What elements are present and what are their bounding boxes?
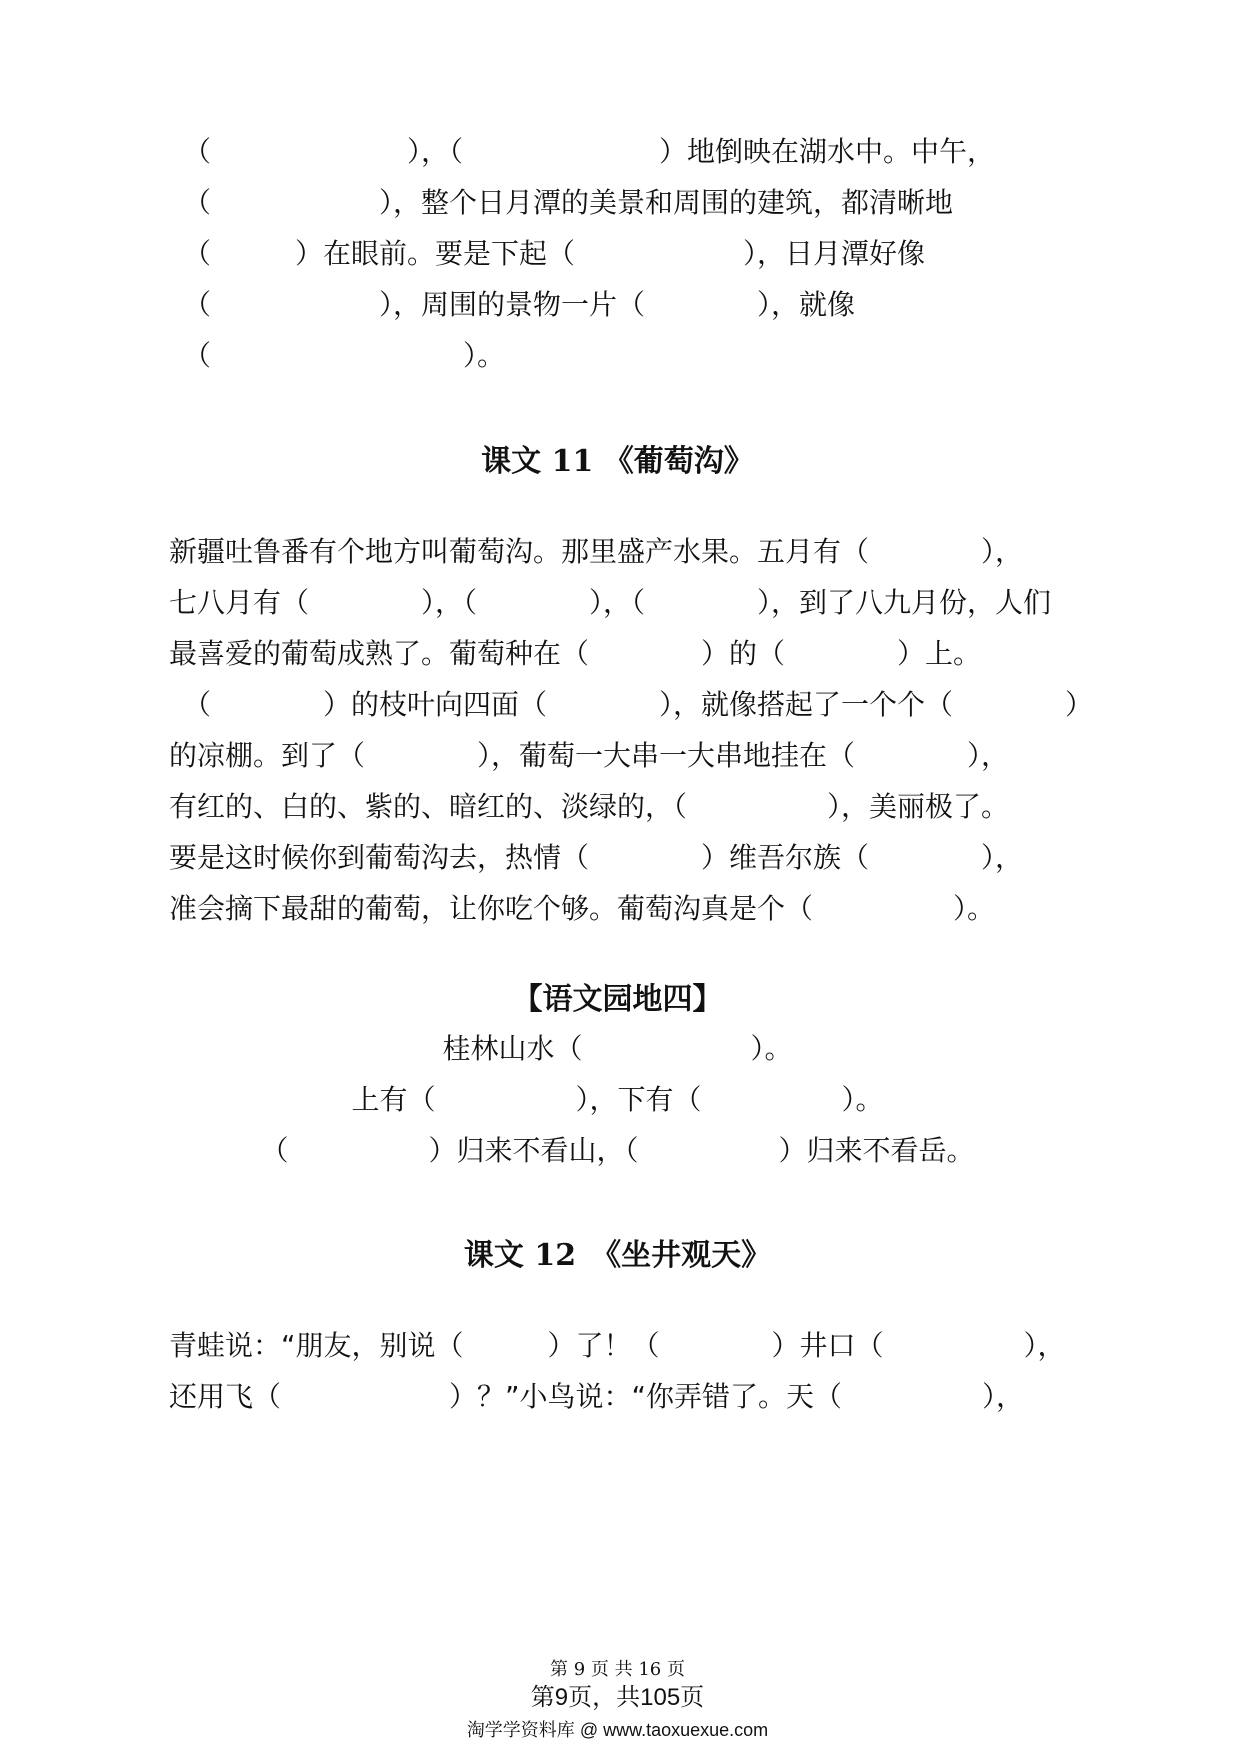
text-line: 新疆吐鲁番有个地方叫葡萄沟。那里盛产水果。五月有（ ）， xyxy=(169,535,1024,568)
text-line: （ ），整个日月潭的美景和周围的建筑，都清晰地 xyxy=(183,186,954,219)
poem-line: （ ）归来不看山，（ ）归来不看岳。 xyxy=(260,1134,975,1167)
text-line: （ ）在眼前。要是下起（ ），日月潭好像 xyxy=(183,237,926,270)
text-line: 七八月有（ ），（ ），（ ），到了八九月份，人们 xyxy=(169,586,1052,619)
text-line: （ ）。 xyxy=(183,339,506,372)
text-line: 有红的、白的、紫的、暗红的、淡绿的，（ ），美丽极了。 xyxy=(169,790,1010,823)
poem-line: 上有（ ），下有（ ）。 xyxy=(351,1083,884,1116)
text-line: 最喜爱的葡萄成熟了。葡萄种在（ ）的（ ）上。 xyxy=(169,637,982,670)
poem-line: 桂林山水（ ）。 xyxy=(442,1032,793,1065)
text-line: （ ），（ ）地倒映在湖水中。中午， xyxy=(183,135,996,168)
page-number: 第 9 页 共 16 页 xyxy=(550,1659,685,1680)
lesson11-title: 课文 11 《葡萄沟》 xyxy=(481,444,754,479)
text-line: 青蛙说：“朋友，别说（ ）了！（ ）井口（ ）， xyxy=(169,1329,1066,1362)
page-total: 第9页，共105页 xyxy=(530,1684,705,1711)
text-line: 要是这时候你到葡萄沟去，热情（ ）维吾尔族（ ）， xyxy=(169,841,1024,874)
text-line: 还用飞（ ）？”小鸟说：“你弄错了。天（ ）， xyxy=(169,1380,1025,1413)
text-line: （ ）的枝叶向四面（ ），就像搭起了一个个（ ） xyxy=(183,688,1094,721)
text-line: （ ），周围的景物一片（ ），就像 xyxy=(183,288,856,321)
text-line: 的凉棚。到了（ ），葡萄一大串一大串地挂在（ ）， xyxy=(169,739,1010,772)
site-watermark: 淘学学资料库 @ www.taoxuexue.com xyxy=(466,1720,769,1740)
text-line: 准会摘下最甜的葡萄，让你吃个够。葡萄沟真是个（ ）。 xyxy=(169,892,996,925)
garden4-title: 【语文园地四】 xyxy=(512,982,723,1017)
lesson12-title: 课文 12 《坐井观天》 xyxy=(463,1238,772,1273)
